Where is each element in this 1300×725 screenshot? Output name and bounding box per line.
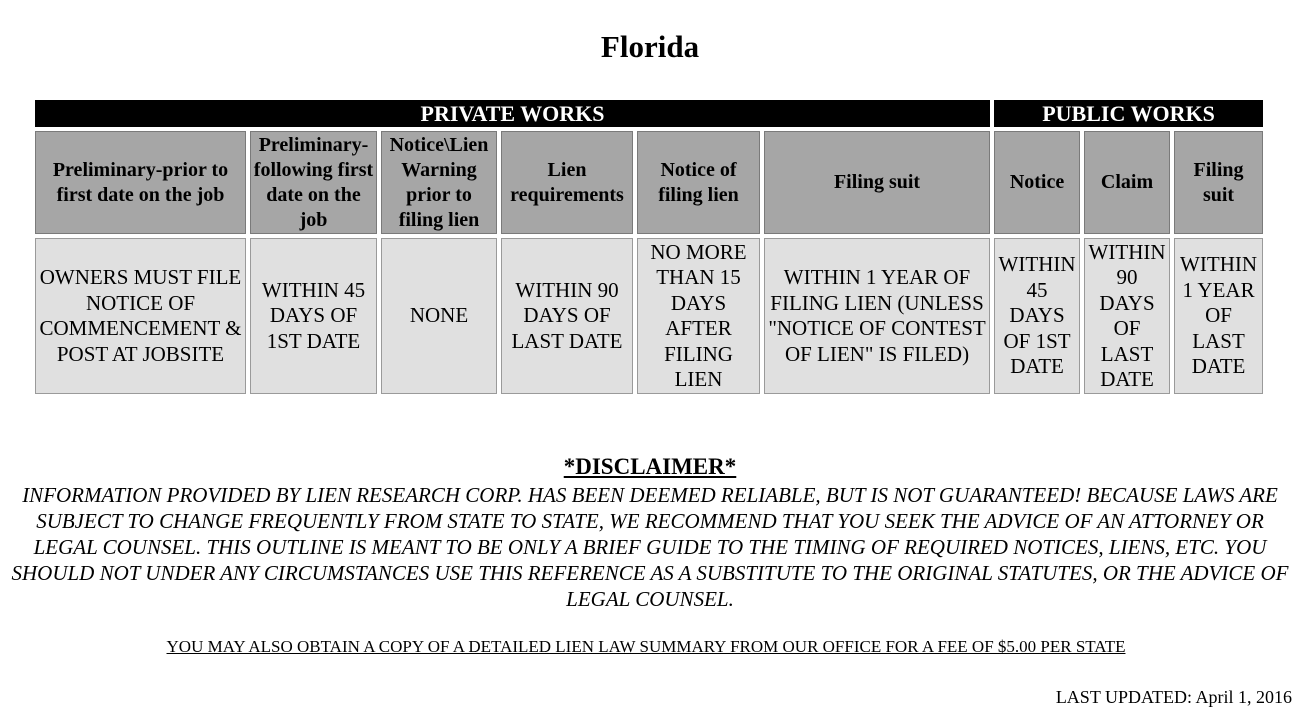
cell-preliminary-prior: OWNERS MUST FILE NOTICE OF COMMENCEMENT & POST AT JOBSITE [35, 238, 246, 394]
cell-lien-requirements: WITHIN 90 DAYS OF LAST DATE [501, 238, 633, 394]
disclaimer-body: INFORMATION PROVIDED BY LIEN RESEARCH CORP. HAS BEEN DEEMED RELIABLE, BUT IS NOT GUARANTEED! BECAUSE LAWS ARE SUBJECT TO CHANGE FREQUENTLY FROM STATE TO STATE, WE RECOMMEND THAT YOU SEEK THE ADVICE OF AN ATTORNEY OR LEGAL COUNSEL. THIS OUTLINE IS MEANT TO BE ONLY A BRIEF GUIDE TO THE TIMING OF REQUIRED NOTICES, LIENS, ETC. YOU SHOULD NOT UNDER ANY CIRCUMSTANCES USE THIS REFERENCE AS A SUBSTITUTE TO THE ORIGINAL STATUTES, OR THE ADVICE OF LEGAL COUNSEL. [11, 483, 1289, 611]
header-preliminary-following: Preliminary-following first date on the job [250, 131, 377, 234]
cell-public-filing-suit: WITHIN 1 YEAR OF LAST DATE [1174, 238, 1263, 394]
table-row [35, 238, 1263, 394]
public-works-header: PUBLIC WORKS [994, 100, 1263, 127]
header-public-claim: Claim [1084, 131, 1170, 234]
cell-public-notice: WITHIN 45 DAYS OF 1ST DATE [994, 238, 1080, 394]
header-public-filing-suit: Filing suit [1174, 131, 1263, 234]
lien-summary-note: YOU MAY ALSO OBTAIN A COPY OF A DETAILED LIEN LAW SUMMARY FROM OUR OFFICE FOR A FEE OF $5.00 PER STATE [166, 637, 1126, 656]
header-lien-requirements: Lien requirements [501, 131, 633, 234]
cell-public-claim: WITHIN 90 DAYS OF LAST DATE [1084, 238, 1170, 394]
header-preliminary-prior: Preliminary-prior to first date on the job [35, 131, 246, 234]
section-header-row [35, 100, 1263, 127]
header-notice-lien-warning: Notice\Lien Warning prior to filing lien [381, 131, 497, 234]
cell-notice-of-filing-lien: NO MORE THAN 15 DAYS AFTER FILING LIEN [637, 238, 760, 394]
header-notice-of-filing-lien: Notice of filing lien [637, 131, 760, 234]
page-title: Florida [600, 29, 700, 64]
last-updated: LAST UPDATED: April 1, 2016 [1055, 687, 1292, 707]
column-header-row [35, 131, 1263, 234]
lien-requirements-table [31, 96, 1267, 398]
cell-preliminary-following: WITHIN 45 DAYS OF 1ST DATE [250, 238, 377, 394]
cell-notice-lien-warning: NONE [381, 238, 497, 394]
private-works-header: PRIVATE WORKS [35, 100, 990, 127]
header-public-notice: Notice [994, 131, 1080, 234]
header-private-filing-suit: Filing suit [764, 131, 990, 234]
cell-private-filing-suit: WITHIN 1 YEAR OF FILING LIEN (UNLESS "NOTICE OF CONTEST OF LIEN" IS FILED) [764, 238, 990, 394]
disclaimer-heading: *DISCLAIMER* [563, 454, 737, 479]
